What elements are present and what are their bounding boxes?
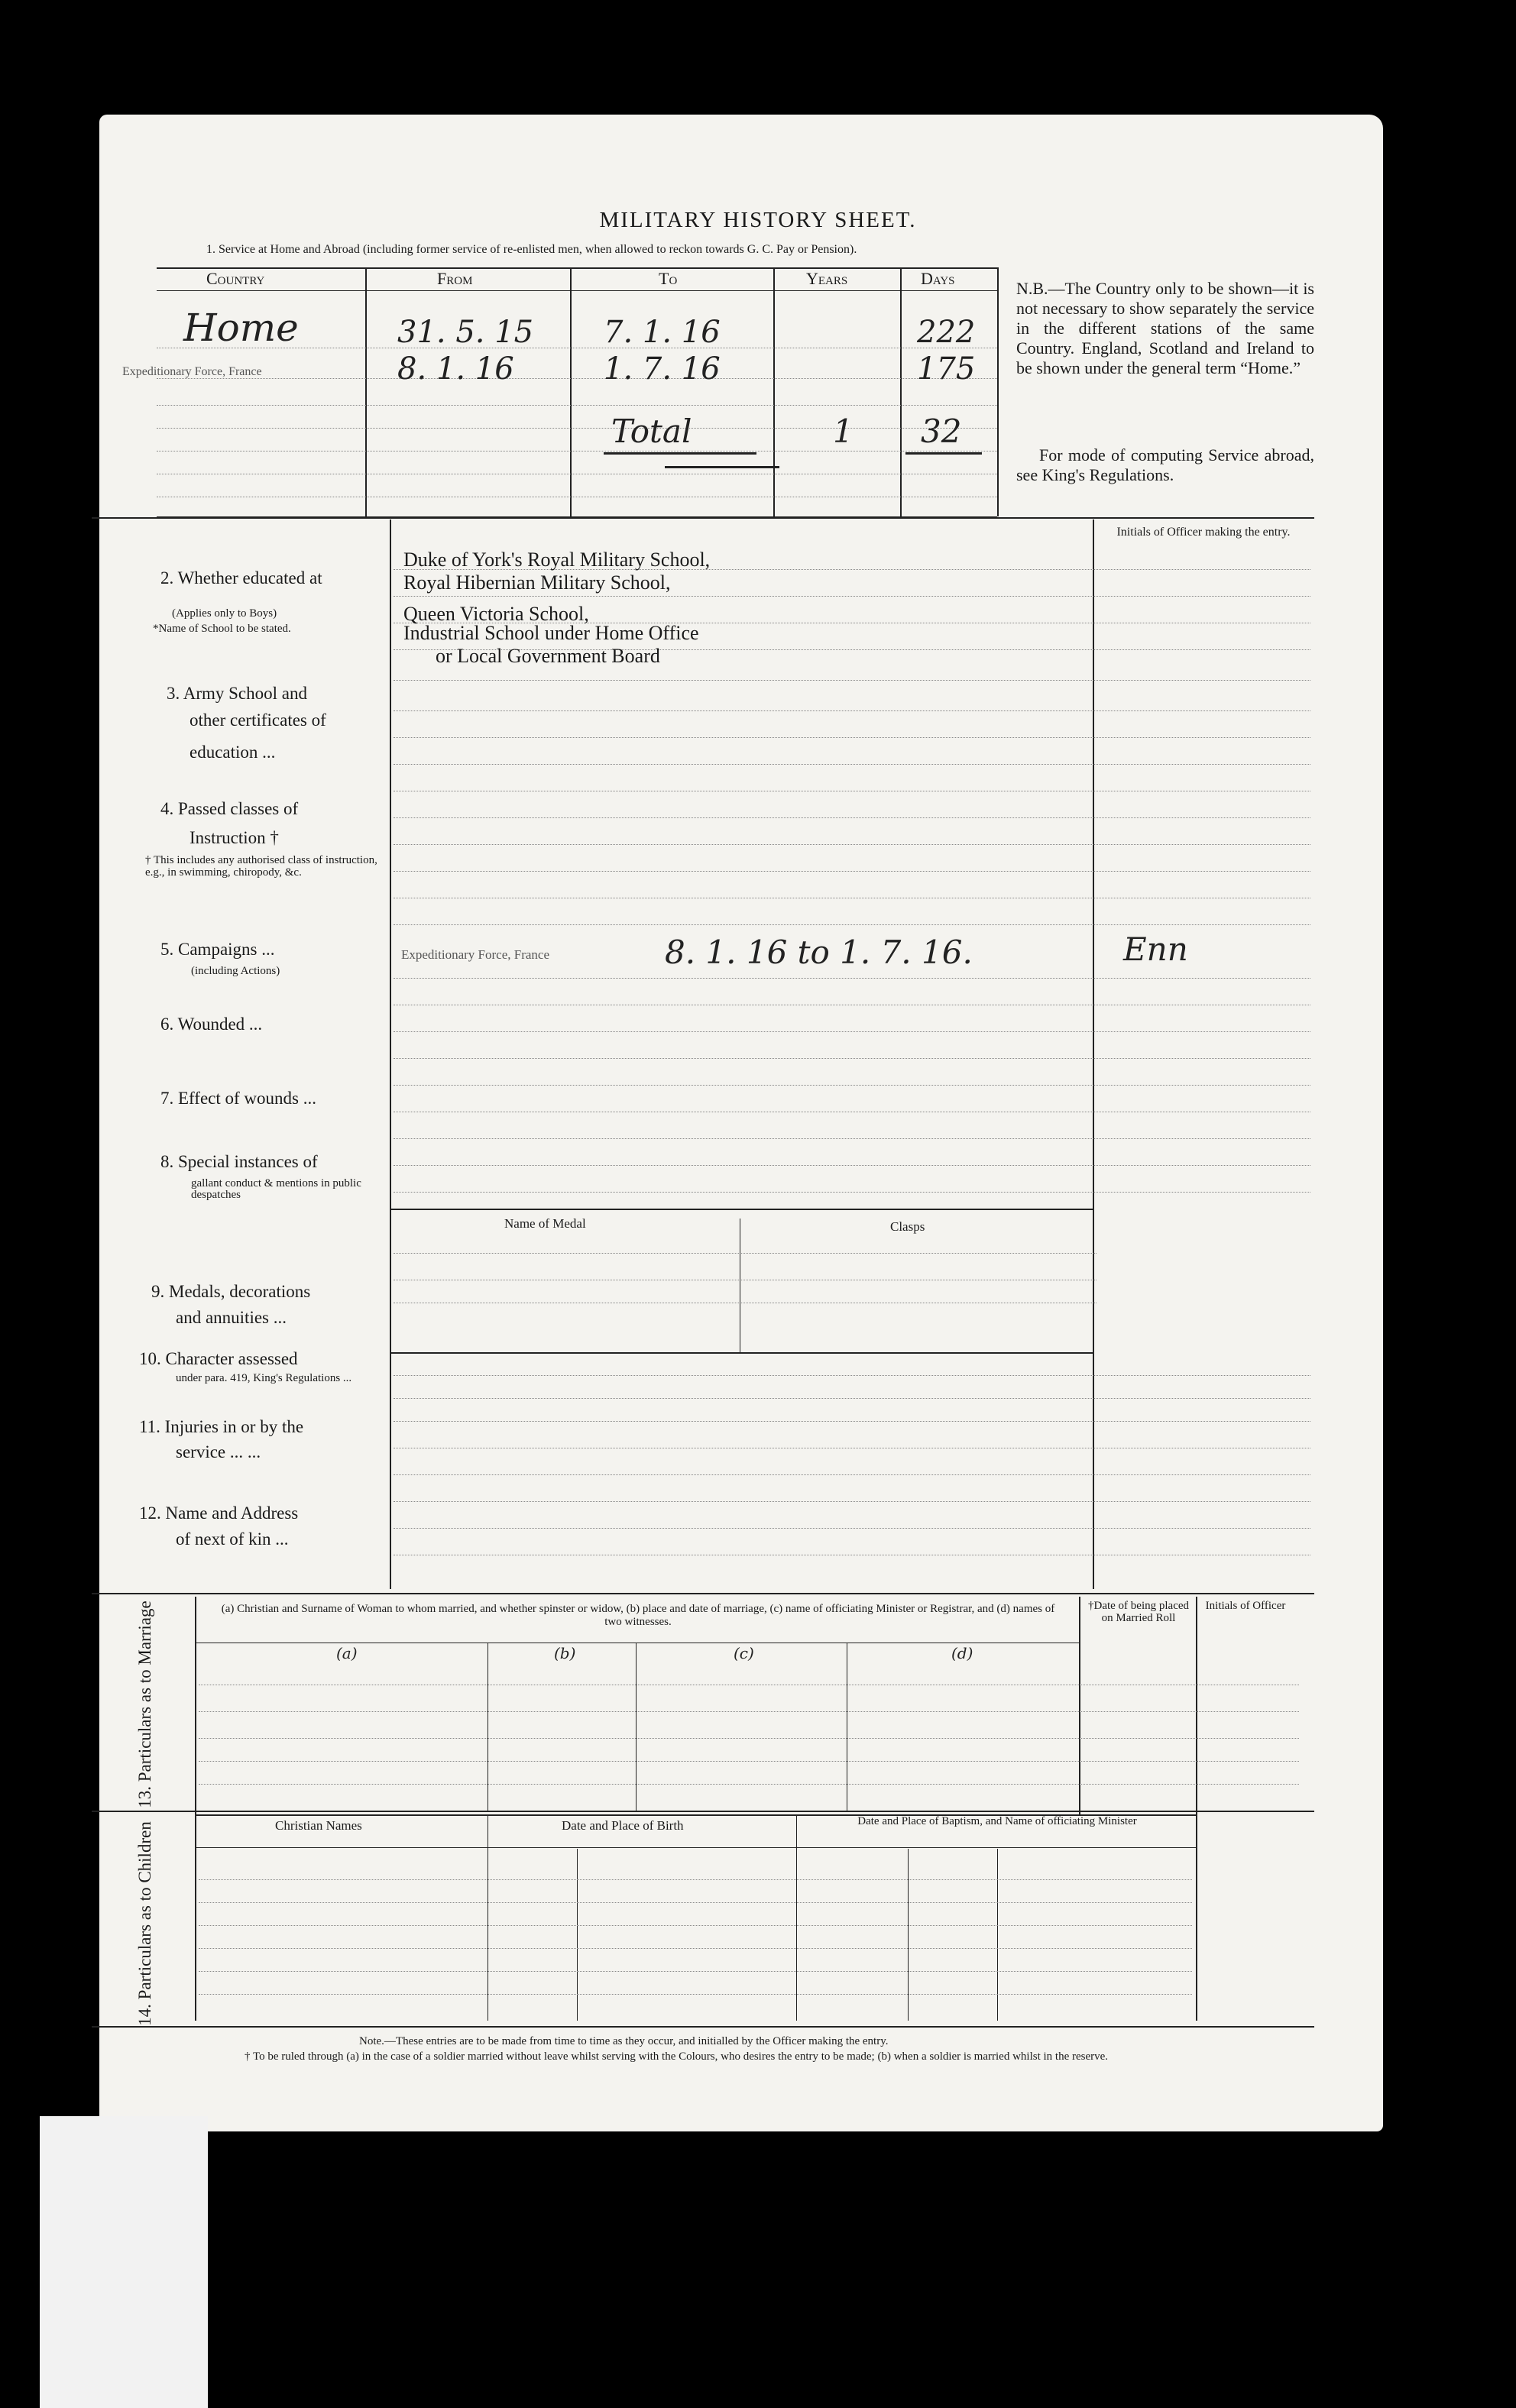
initials-header: Initials of Officer making the entry.	[1116, 526, 1291, 539]
item7-label: 7. Effect of wounds ...	[160, 1089, 316, 1108]
footnote-note: Note.—These entries are to be made from time to time as they occur, and initialled by the Officer making the entry.	[359, 2035, 889, 2047]
medal-clasps-header: Clasps	[890, 1219, 925, 1234]
total-label: Total	[611, 413, 692, 450]
school-2: Royal Hibernian Military School,	[403, 571, 671, 594]
school-3: Queen Victoria School,	[403, 603, 589, 625]
nb-note: N.B.—The Country only to be shown—it is not necessary to show separately the service in the different stations of the same Country. England, Scotland and Ireland to be shown under the general term “Home.”	[1016, 279, 1314, 377]
item5-label: 5. Campaigns ...	[160, 940, 275, 959]
item3-line2: other certificates of	[190, 710, 326, 730]
footnote-dagger: † To be ruled through (a) in the case of a soldier married without leave whilst serving with the Colours, who desires the entry to be made; (b) when a soldier is married whilst in the reserve.	[245, 2050, 1109, 2063]
row1-to: 7. 1. 16	[604, 315, 721, 350]
row2-from: 8. 1. 16	[397, 351, 514, 387]
total-years: 1	[833, 413, 854, 450]
marriage-col-c: (c)	[734, 1644, 754, 1662]
item8-label: 8. Special instances of	[160, 1152, 318, 1171]
children-side-label: 14. Particulars as to Children	[135, 1821, 154, 2026]
item10-label: 10. Character assessed	[139, 1349, 298, 1368]
item5-note: (including Actions)	[191, 965, 280, 977]
item10-note: under para. 419, King's Regulations ...	[176, 1372, 352, 1384]
medal-name-header: Name of Medal	[504, 1216, 586, 1231]
item9-line2: and annuities ...	[176, 1308, 287, 1327]
children-col-names: Christian Names	[275, 1818, 362, 1833]
item12-line2: of next of kin ...	[176, 1529, 289, 1549]
item2-note2: *Name of School to be stated.	[153, 623, 291, 635]
married-roll-header: †Date of being placed on Married Roll	[1087, 1600, 1190, 1624]
row2-to: 1. 7. 16	[604, 351, 721, 387]
marriage-col-b: (b)	[554, 1644, 576, 1662]
school-4: Industrial School under Home Office	[403, 622, 699, 644]
total-days: 32	[921, 413, 962, 450]
item2-note1: (Applies only to Boys)	[172, 607, 277, 620]
page-title: MILITARY HISTORY SHEET.	[599, 208, 917, 232]
row2-days: 175	[917, 351, 976, 387]
item8-note: gallant conduct & mentions in public despatches	[191, 1177, 361, 1201]
item6-label: 6. Wounded ...	[160, 1015, 263, 1034]
item2-label: 2. Whether educated at	[160, 568, 322, 587]
paper-slip	[40, 2116, 208, 2408]
nb-note-computing: For mode of computing Service abroad, see King's Regulations.	[1016, 445, 1314, 484]
school-5: or Local Government Board	[436, 645, 660, 667]
header-country: Country	[206, 269, 265, 288]
marriage-header: (a) Christian and Surname of Woman to whom married, and whether spinster or widow, (b) place and date of marriage, (c) name of officiating Minister or Registrar, and (d) names of two witnesses.	[221, 1603, 1055, 1628]
row2-country: Expeditionary Force, France	[122, 365, 262, 378]
row1-from: 31. 5. 15	[397, 315, 534, 350]
header-days: Days	[921, 269, 955, 288]
header-years: Years	[806, 269, 848, 288]
section1-caption: 1. Service at Home and Abroad (including former service of re-enlisted men, when allowed to reckon towards G. C. Pay or Pension).	[206, 243, 857, 256]
item9-label: 9. Medals, decorations	[151, 1282, 311, 1301]
item5-entry: 8. 1. 16 to 1. 7. 16.	[665, 934, 973, 971]
header-from: From	[437, 269, 473, 288]
item3-label: 3. Army School and	[167, 684, 307, 703]
item3-line3: education ...	[190, 743, 276, 762]
item4-note: † This includes any authorised class of instruction, e.g., in swimming, chiropody, &c.	[145, 854, 377, 879]
marriage-initials-header: Initials of Officer	[1205, 1600, 1286, 1612]
children-col-birth: Date and Place of Birth	[562, 1818, 684, 1833]
item5-initials: Enn	[1123, 931, 1188, 968]
marriage-col-a: (a)	[336, 1644, 358, 1662]
row1-days: 222	[917, 315, 976, 350]
row1-country: Home	[183, 306, 299, 350]
header-to: To	[659, 269, 678, 288]
item4-line2: Instruction †	[190, 828, 279, 847]
marriage-col-d: (d)	[951, 1644, 973, 1662]
item11-line2: service ... ...	[176, 1442, 261, 1461]
item11-label: 11. Injuries in or by the	[139, 1417, 304, 1436]
children-col-baptism: Date and Place of Baptism, and Name of officiating Minister	[857, 1815, 1137, 1827]
item5-printed: Expeditionary Force, France	[401, 947, 550, 962]
school-1: Duke of York's Royal Military School,	[403, 549, 711, 571]
item12-label: 12. Name and Address	[139, 1503, 299, 1523]
item4-label: 4. Passed classes of	[160, 799, 299, 818]
marriage-side-label: 13. Particulars as to Marriage	[135, 1600, 154, 1808]
